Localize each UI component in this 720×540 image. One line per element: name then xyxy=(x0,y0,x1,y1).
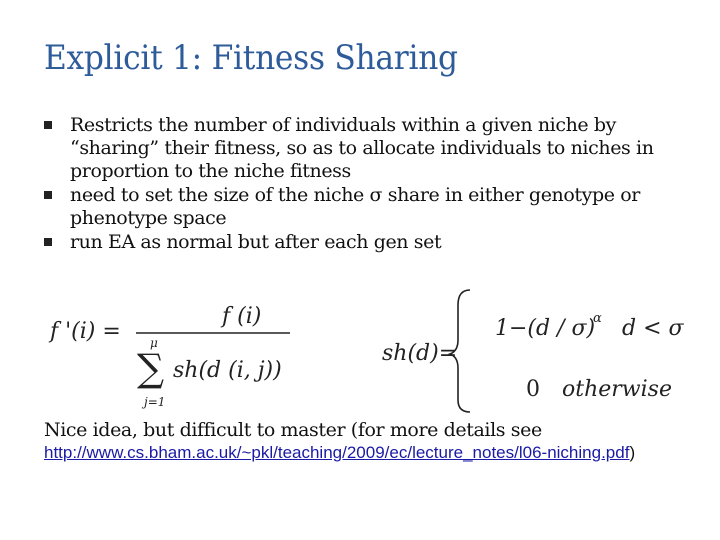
bullet-text: run EA as normal but after each gen set xyxy=(70,231,442,253)
square-bullet-icon xyxy=(44,121,52,129)
sum-term: sh(d (i, j)) xyxy=(173,358,282,383)
formula-numerator: f (i) xyxy=(222,304,262,329)
note-closing-paren: ) xyxy=(629,443,636,462)
details-note xyxy=(44,419,694,464)
case1-exponent: α xyxy=(593,311,602,326)
case2-expression: 0 xyxy=(526,377,540,402)
note-text: Nice idea, but difficult to master (for more details see xyxy=(44,419,542,441)
bullet-item xyxy=(44,184,694,230)
square-bullet-icon xyxy=(44,191,52,199)
sum-symbol: ∑ xyxy=(137,346,165,390)
fitness-sharing-formula xyxy=(40,285,690,415)
bullet-text: Restricts the number of individuals within a given niche by “sharing” their fitness, so as to allocate individuals to niches in proportion to the niche fitness xyxy=(70,114,654,182)
bullet-text: need to set the size of the niche σ share in either genotype or phenotype space xyxy=(70,184,640,229)
sum-upper-limit: μ xyxy=(150,336,158,350)
case2-condition: otherwise xyxy=(562,377,672,402)
square-bullet-icon xyxy=(44,238,52,246)
sh-lhs: sh(d)= xyxy=(382,341,458,366)
slide-title: Explicit 1: Fitness Sharing xyxy=(44,38,458,78)
formula-graphic xyxy=(40,285,690,415)
formula-lhs: f '(i) = xyxy=(50,319,121,344)
lecture-notes-link[interactable]: http://www.cs.bham.ac.uk/~pkl/teaching/2009/ec/lecture_notes/l06-niching.pdf xyxy=(44,443,630,462)
bullet-list xyxy=(44,114,694,255)
case1-expression: 1−(d / σ) xyxy=(495,316,596,341)
sum-lower-limit: j=1 xyxy=(144,395,166,409)
case1-condition: d < σ xyxy=(622,316,684,341)
bullet-item xyxy=(44,114,694,183)
bullet-item xyxy=(44,231,694,254)
